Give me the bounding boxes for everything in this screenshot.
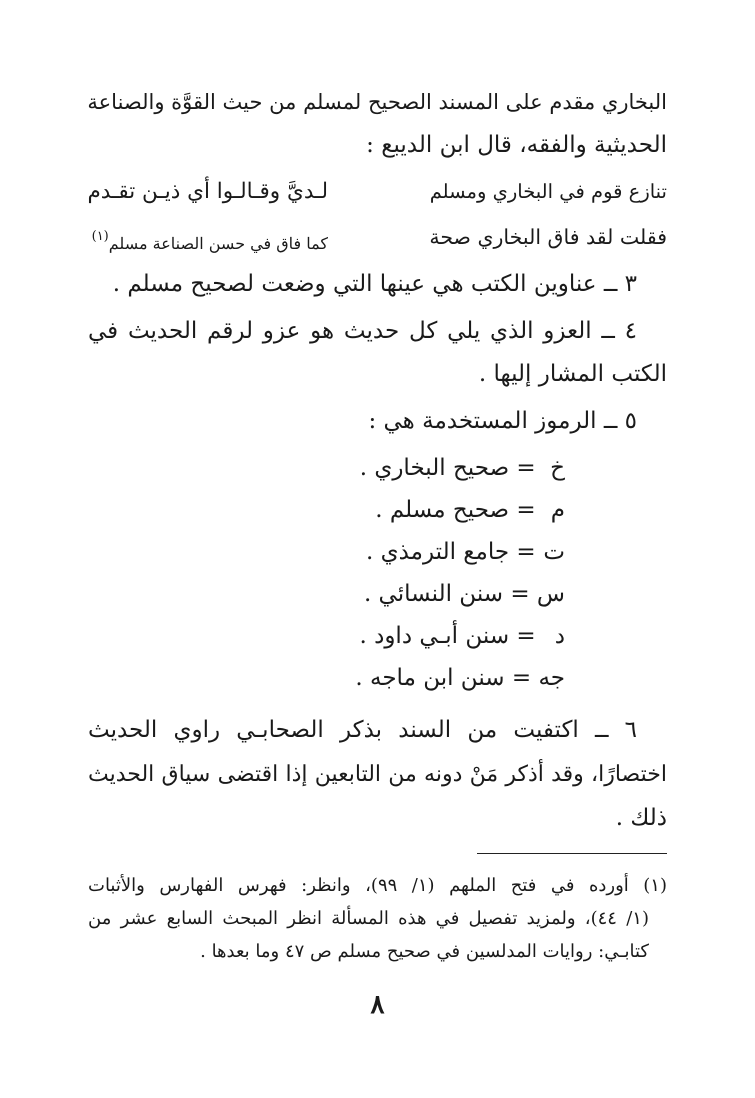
page-number: ٨: [370, 990, 385, 1020]
verse-2-first-hemistich: فقلت لقد فاق البخاري صحة: [429, 225, 667, 249]
list-item-5-heading: ٥ ــ الرموز المستخدمة هي :: [368, 408, 637, 434]
list-item-4-line-1: ٤ ــ العزو الذي يلي كل حديث هو عزو لرقم الحديث في: [88, 318, 637, 344]
abbreviation-code: خ: [550, 455, 565, 481]
footnote-line-1: (١) أورده في فتح الملهم (١/ ٩٩)، وانظر: فهرس الفهارس والأثبات: [88, 875, 667, 896]
footnote-line-2: (١/ ٤٤)، ولمزيد تفصيل في هذه المسألة انظر المبحث السابع عشر من: [88, 908, 649, 929]
verse-1-first-hemistich: تنازع قوم في البخاري ومسلم: [429, 180, 667, 203]
list-item-4-line-2: الكتب المشار إليها .: [478, 361, 667, 387]
abbreviation-meaning: = صحيح مسلم .: [375, 497, 536, 523]
abbreviation-meaning: = صحيح البخاري .: [359, 455, 536, 481]
abbreviation-row: [364, 578, 565, 610]
abbreviation-code: د: [554, 623, 565, 649]
abbreviation-code: م: [550, 497, 565, 523]
list-item-6-line-3: ذلك .: [615, 805, 667, 831]
verse-1-second-hemistich: لـديَّ وقـالـوا أي ذيـن تقـدم: [87, 179, 328, 204]
list-item-3: ٣ ــ عناوين الكتب هي عينها التي وضعت لصحيح مسلم .: [112, 271, 637, 297]
abbreviation-code: ت: [543, 539, 565, 565]
abbreviation-meaning: = سنن النسائي .: [363, 581, 530, 607]
list-item-6-line-2: اختصارًا، وقد أذكر مَنْ دونه من التابعين إذا اقتضى سياق الحديث: [88, 762, 667, 787]
abbreviation-row: [359, 620, 565, 652]
abbreviation-meaning: = جامع الترمذي .: [365, 539, 536, 565]
intro-paragraph-line-1: البخاري مقدم على المسند الصحيح لمسلم من حيث القوَّة والصناعة: [87, 90, 667, 114]
footnote-separator: [477, 853, 667, 854]
footnote-reference: (١): [91, 229, 109, 244]
list-item-6-line-1: ٦ ــ اكتفيت من السند بذكر الصحابـي راوي الحديث: [88, 717, 637, 743]
abbreviation-row: [366, 536, 565, 568]
footnote-line-3: كتابـي: روايات المدلسين في صحيح مسلم ص ٤٧ وما بعدها .: [200, 941, 649, 962]
abbreviation-row: [360, 452, 565, 484]
abbreviation-meaning: = سنن أبـي داود .: [359, 623, 536, 649]
verse-2-second-hemistich: [88, 221, 328, 260]
abbreviation-row: [375, 494, 565, 526]
intro-paragraph-line-2: الحديثية والفقه، قال ابن الديبع :: [366, 132, 667, 158]
abbreviation-code: جه: [538, 665, 565, 691]
abbreviation-code: س: [536, 581, 565, 607]
abbreviation-meaning: = سنن ابن ماجه .: [355, 665, 532, 691]
verse-2-second-hemistich-text: كما فاق في حسن الصناعة مسلم: [108, 234, 328, 253]
abbreviation-row: [355, 662, 565, 694]
